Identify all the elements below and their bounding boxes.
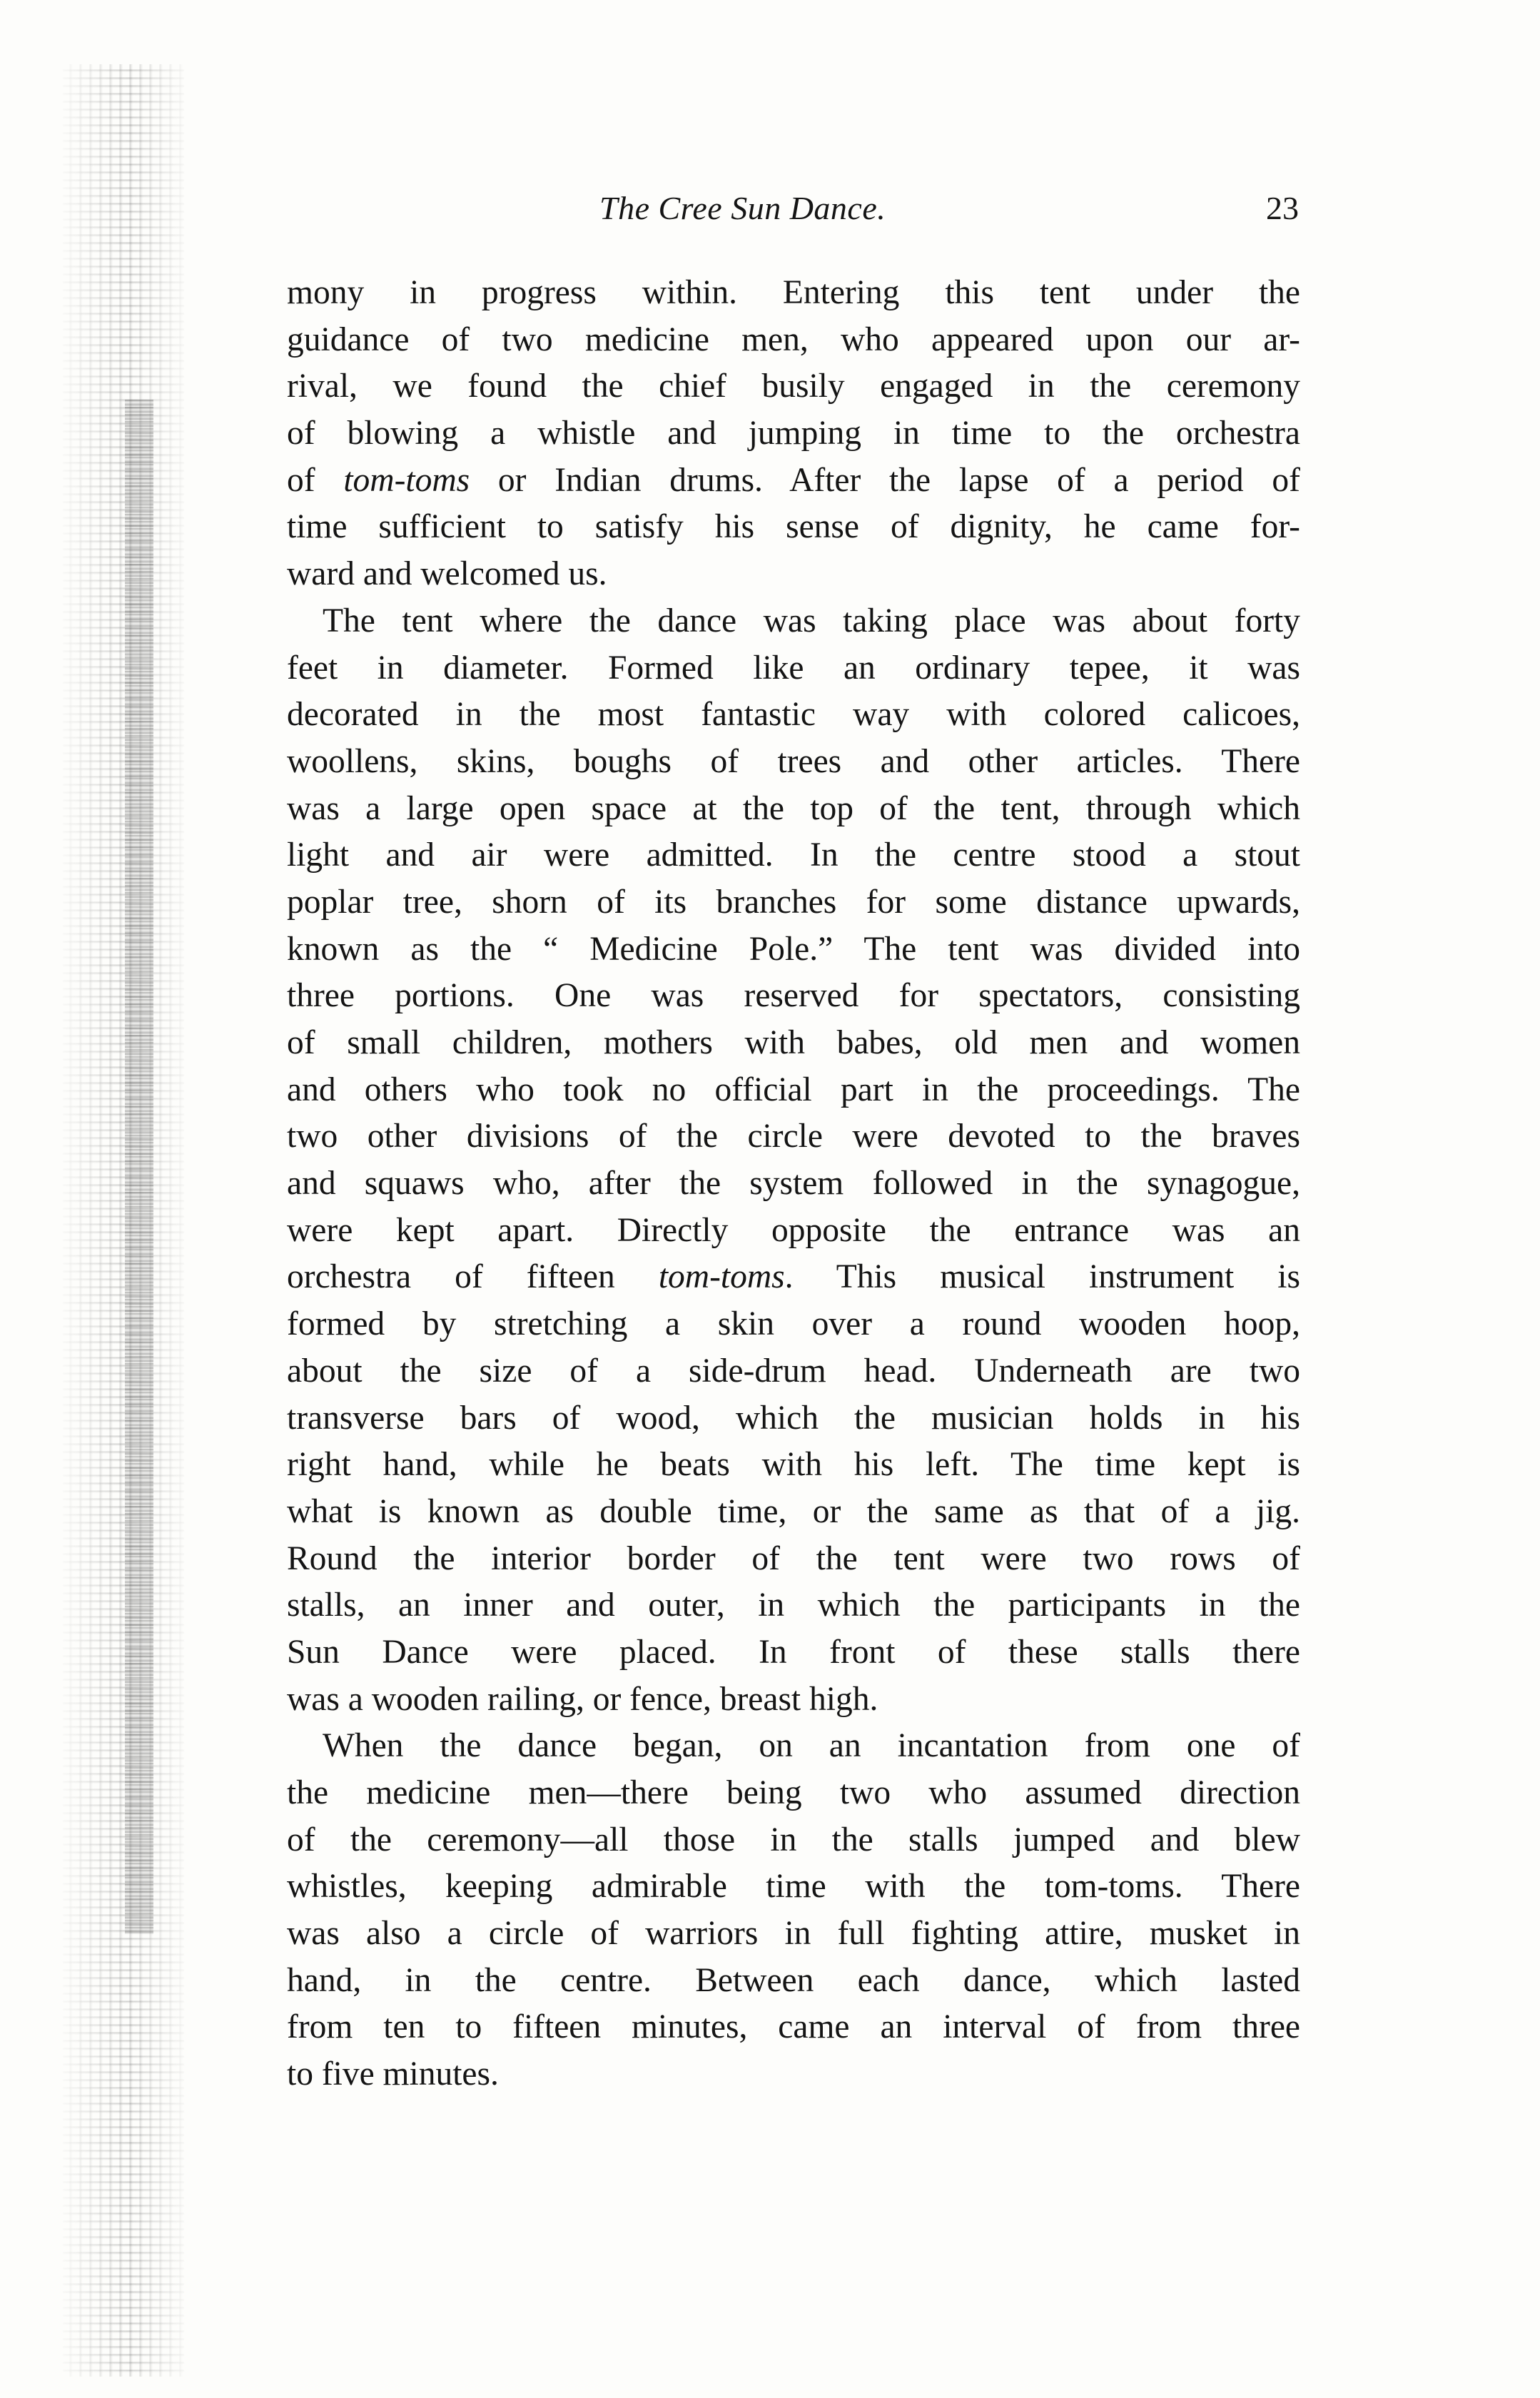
text-line: mony in progress within. Entering this tent under the — [287, 274, 1300, 311]
text-line: of tom-toms or Indian drums. After the lapse of a period of — [287, 461, 1300, 499]
text-line: feet in diameter. Formed like an ordinary tepee, it was — [287, 649, 1300, 687]
text-line: rival, we found the chief busily engaged in the ceremony — [287, 368, 1300, 405]
text-line: The tent where the dance was taking place was about forty — [323, 602, 1300, 639]
text-line: what is known as double time, or the same as that of a jig. — [287, 1492, 1300, 1530]
text-line: of small children, mothers with babes, old men and women — [287, 1024, 1300, 1061]
text-line: formed by stretching a skin over a round wooden hoop, — [287, 1305, 1300, 1343]
text-line: of the ceremony—all those in the stalls jumped and blew — [287, 1821, 1300, 1858]
body-text — [287, 270, 1300, 2098]
text-line: and others who took no official part in the proceedings. The — [287, 1071, 1300, 1108]
text-line: were kept apart. Directly opposite the entrance was an — [287, 1211, 1300, 1249]
text-line: transverse bars of wood, which the musician holds in his — [287, 1399, 1300, 1437]
text-line: Round the interior border of the tent were two rows of — [287, 1539, 1300, 1577]
text-line: known as the “ Medicine Pole.” The tent was divided into — [287, 930, 1300, 968]
text-line: light and air were admitted. In the centre stood a stout — [287, 836, 1300, 874]
running-title: The Cree Sun Dance. — [599, 190, 886, 226]
binding-edge-shadow — [63, 64, 184, 2377]
text-line: was a large open space at the top of the tent, through which — [287, 789, 1300, 827]
text-line: three portions. One was reserved for spectators, consisting — [287, 977, 1300, 1015]
text-line: was also a circle of warriors in full fighting attire, musket in — [287, 1915, 1300, 1953]
text-line: was a wooden railing, or fence, breast high. — [287, 1680, 878, 1718]
paragraph-2 — [287, 598, 1300, 1724]
text-line: about the size of a side-drum head. Underneath are two — [287, 1352, 1300, 1390]
text-line: to five minutes. — [287, 2055, 499, 2093]
paragraph-1 — [287, 270, 1300, 598]
text-line: ward and welcomed us. — [287, 555, 607, 593]
text-line: Sun Dance were placed. In front of these stalls there — [287, 1633, 1300, 1671]
text-line: whistles, keeping admirable time with the tom-toms. There — [287, 1868, 1300, 1906]
text-line: of blowing a whistle and jumping in time to the orchestra — [287, 415, 1300, 452]
text-line: and squaws who, after the system followed in the synagogue, — [287, 1165, 1300, 1203]
text-line: decorated in the most fantastic way with colored calicoes, — [287, 696, 1300, 734]
text-line: hand, in the centre. Between each dance, which lasted — [287, 1961, 1300, 1999]
text-line: from ten to fifteen minutes, came an interval of from three — [287, 2008, 1300, 2046]
binding-edge-stitching — [125, 400, 153, 1934]
italic-term: tom-toms — [658, 1258, 785, 1296]
text-line: guidance of two medicine men, who appeared upon our ar- — [287, 320, 1300, 358]
text-line: When the dance began, on an incantation from one of — [323, 1727, 1300, 1765]
text-line: orchestra of fifteen tom-toms. This musical instrument is — [287, 1258, 1300, 1296]
text-line: stalls, an inner and outer, in which the participants in the — [287, 1587, 1300, 1624]
italic-term: tom-toms — [343, 461, 470, 499]
page-header — [285, 189, 1299, 246]
text-line: two other divisions of the circle were devoted to the braves — [287, 1118, 1300, 1155]
text-line: right hand, while he beats with his left. The time kept is — [287, 1446, 1300, 1484]
text-line: time sufficient to satisfy his sense of dignity, he came for- — [287, 508, 1300, 546]
text-line: woollens, skins, boughs of trees and other articles. There — [287, 742, 1300, 780]
page-number: 23 — [1266, 190, 1299, 226]
text-line: the medicine men—there being two who assumed direction — [287, 1774, 1300, 1811]
text-line: poplar tree, shorn of its branches for some distance upwards, — [287, 883, 1300, 921]
paragraph-3 — [287, 1723, 1300, 2098]
